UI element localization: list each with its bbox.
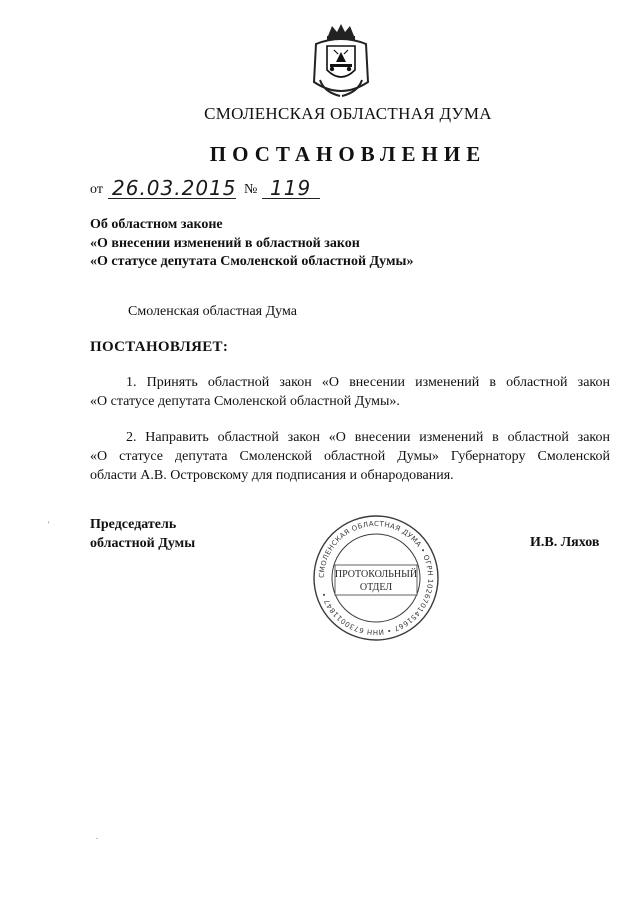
handwritten-number: 119 <box>270 176 312 200</box>
signatory-title-line: Председатель <box>90 517 177 532</box>
official-round-stamp <box>311 513 441 643</box>
smolensk-coat-of-arms-icon <box>310 22 372 100</box>
document-type-title: ПОСТАНОВЛЕНИЕ <box>209 142 487 166</box>
margin-mark: . <box>96 832 98 841</box>
subject-line: «О внесении изменений в областной закон <box>90 235 360 251</box>
organization-name: СМОЛЕНСКАЯ ОБЛАСТНАЯ ДУМА <box>204 104 492 123</box>
signatory-name: И.В. Ляхов <box>530 535 600 550</box>
stamp-center-line: ОТДЕЛ <box>359 582 393 593</box>
document-subject <box>90 216 413 272</box>
item-line: 1. Принять областной закон «О внесении изменений в областной закон <box>126 375 610 390</box>
resolve-heading: ПОСТАНОВЛЯЕТ: <box>90 339 229 355</box>
margin-mark: ' <box>48 520 50 529</box>
signatory-title-line: областной Думы <box>90 536 196 551</box>
stamp-ring-text: СМОЛЕНСКАЯ ОБЛАСТНАЯ ДУМА • ОГРН 1026701451667 • ИНН 6730011847 • <box>317 519 435 637</box>
intro-text: Смоленская областная Дума <box>128 304 297 319</box>
number-label: № <box>244 182 258 197</box>
resolution-item-2 <box>90 428 610 485</box>
subject-line: «О статусе депутата Смоленской областной Думы» <box>90 254 414 269</box>
subject-line: Об областном законе <box>90 217 223 232</box>
signatory-title <box>90 515 195 553</box>
item-line: области А.В. Островскому для подписания и обнародования. <box>90 468 454 483</box>
stamp-center-line: ПРОТОКОЛЬНЫЙ <box>334 569 418 580</box>
item-line: «О статусе депутата Смоленской областной Думы» Губернатору Смоленской <box>90 449 610 464</box>
date-from-label: от <box>90 182 103 197</box>
handwritten-date: 26.03.2015 <box>112 176 237 200</box>
resolution-item-1 <box>90 373 610 411</box>
item-line: 2. Направить областной закон «О внесении изменений в областной закон <box>126 430 610 445</box>
item-line: «О статусе депутата Смоленской областной Думы». <box>90 394 400 409</box>
